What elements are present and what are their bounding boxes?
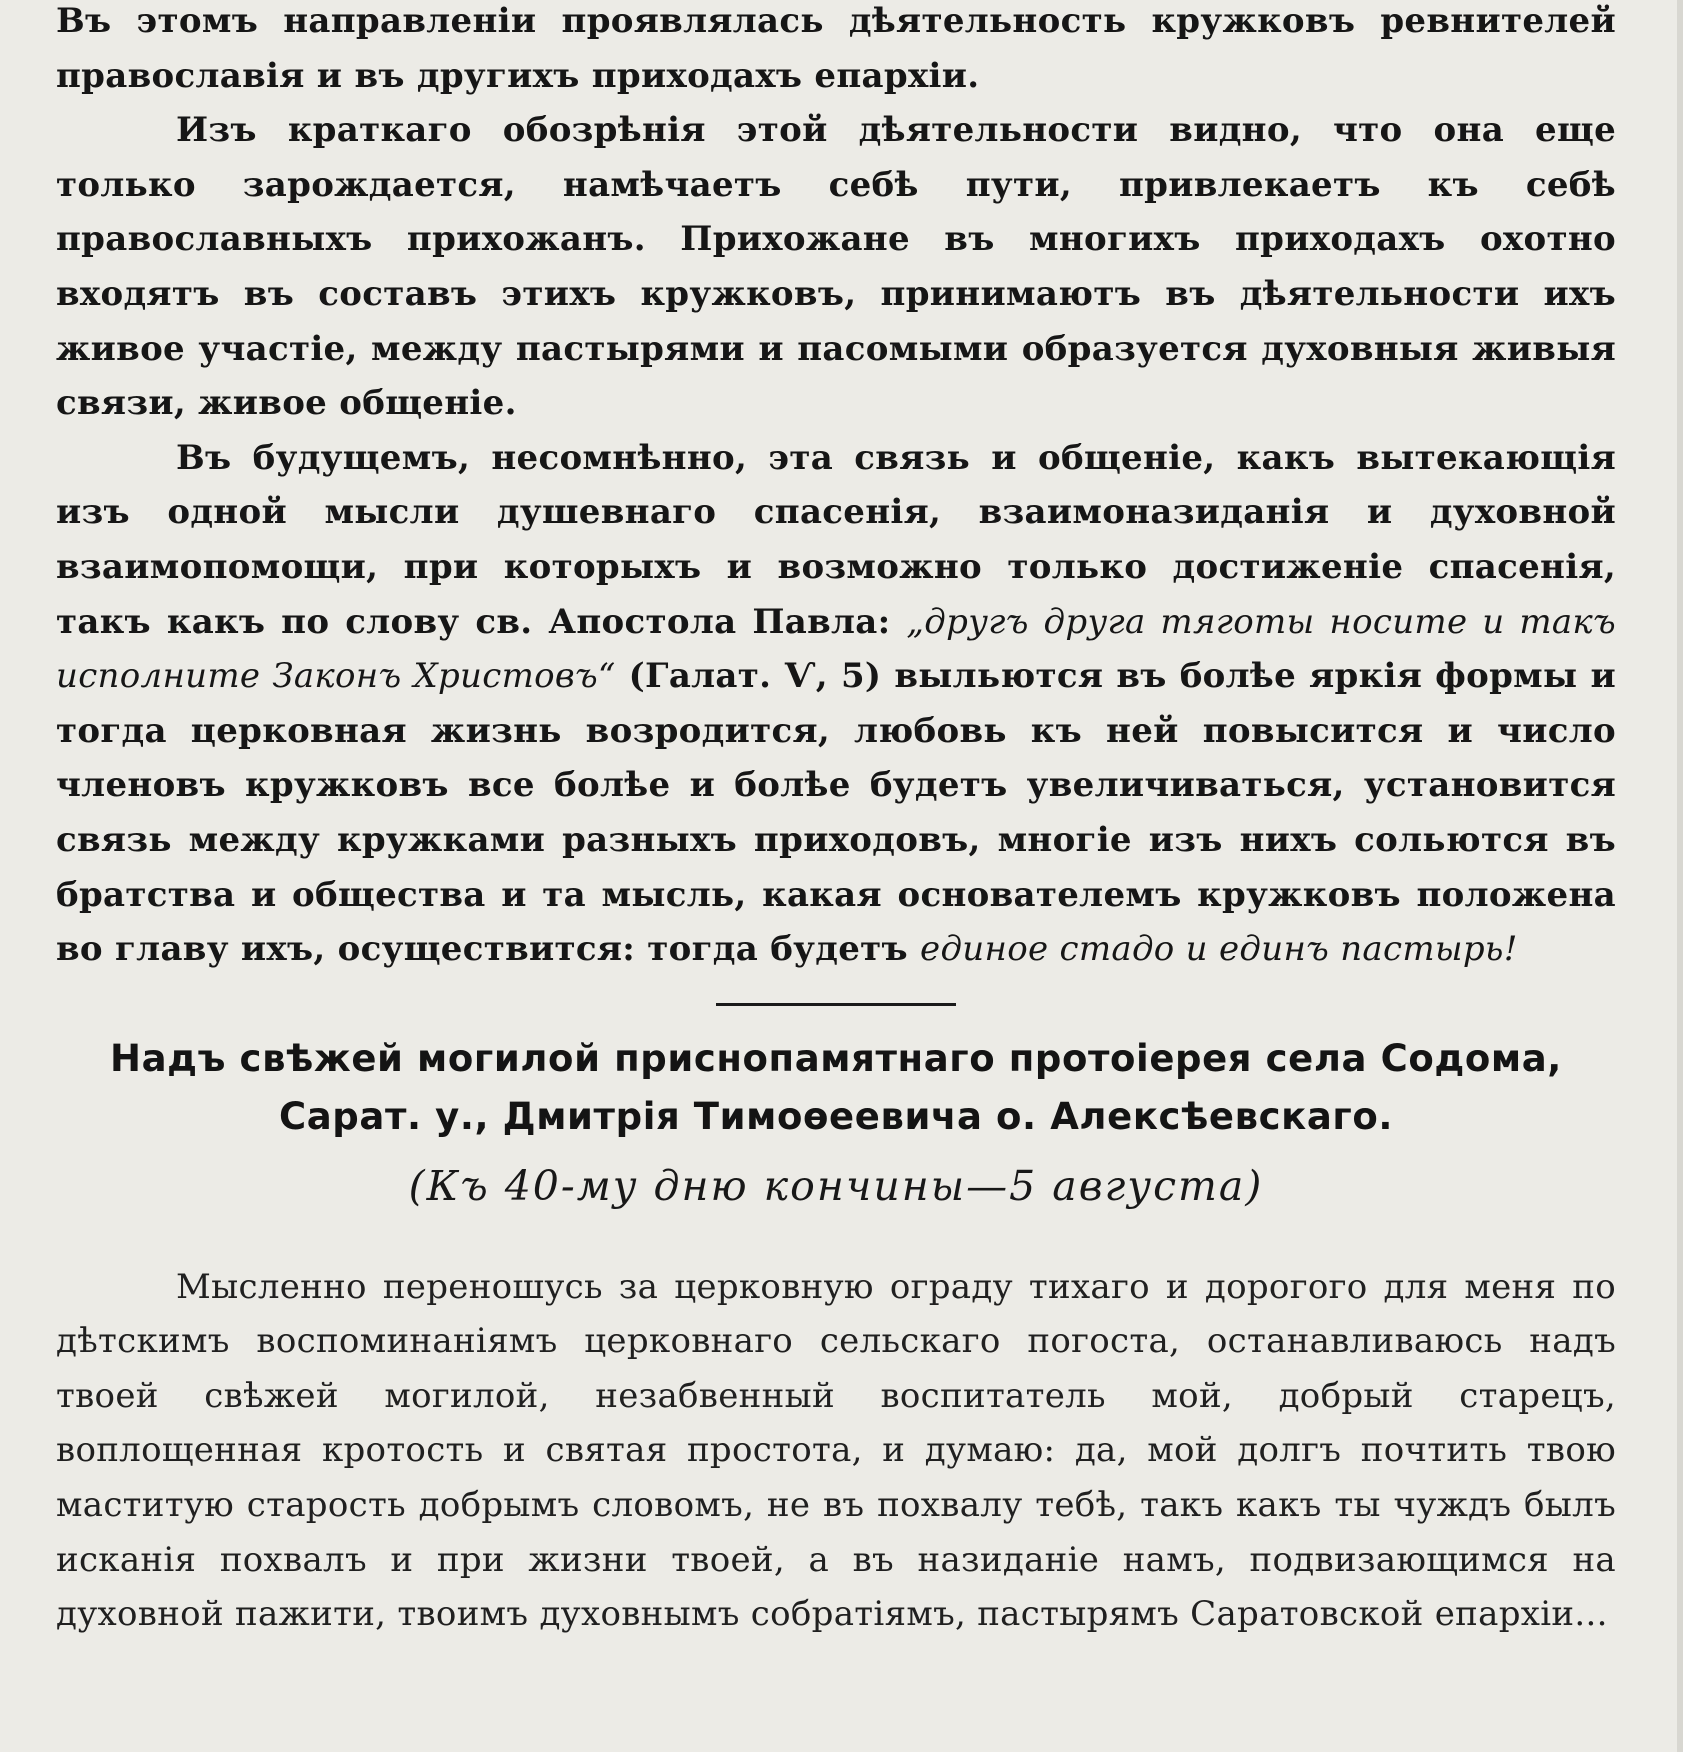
paragraph-text: Мысленно переношусь за церковную ограду тихаго и дорогого для меня по дѣтскимъ воспоминанiямъ церковнаго сельскаго погоста, останавливаюсь надъ твоей свѣжей могилой, незабвенный воспитатель мой, добрый старецъ, воплощенная кротость и святая простота, и думаю: да, мой долгъ почтить твою маститую старость добрымъ словомъ, не въ похвалу тебѣ, такъ какъ ты чуждъ былъ исканiя похвалъ и при жизни твоей, а въ назиданiе намъ, подвизающимся на духовной пажити, твоимъ духовнымъ собратiямъ, пастырямъ Саратовской епархiи... <box>56 1266 1616 1635</box>
article-text <box>56 0 1616 1642</box>
spacer <box>56 1218 1616 1260</box>
paragraph-text: Въ этомъ направленiи проявлялась дѣятельность кружковъ ревнителей православiя и въ другихъ приходахъ епархiи. <box>56 1 1616 96</box>
scan-edge <box>1677 0 1683 1752</box>
section-heading-line-1: Надъ свѣжей могилой приснопамятнаго протоiерея села Содома, <box>110 1036 1562 1080</box>
paragraph-text: Изъ краткаго обозрѣнiя этой дѣятельности видно, что она еще только зарождается, намѣчаетъ себѣ пути, привлекаетъ къ себѣ православныхъ прихожанъ. Прихожане въ многихъ приходахъ охотно входятъ въ составъ этихъ кружковъ, принимаютъ въ дѣятельности ихъ живое участiе, между пастырями и пасомыми образуется духовныя живыя связи, живое общенiе. <box>56 110 1616 424</box>
paragraph-parish-circles <box>56 0 1616 103</box>
closing-phrase: единое стадо и единъ пастырь! <box>920 929 1518 970</box>
section-divider <box>716 1003 956 1006</box>
paragraph-text: (Галат. Ѵ, 5) выльются въ болѣе яркiя формы и тогда церковная жизнь возродится, любовь къ ней повысится и число членовъ кружковъ все болѣе и болѣе будетъ увеличиваться, установится связь между кружками разныхъ приходовъ, многiе изъ нихъ сольются въ братства и общества и та мысль, какая основателемъ кружковъ положена во главу ихъ, осуществится: тогда будетъ <box>56 656 1616 970</box>
paragraph-text: Въ будущемъ, несомнѣнно, эта связь и общенiе, какъ вытекающiя изъ одной мысли душевнаго спасенiя, взаимоназиданiя и духовной взаимопомощи, при которыхъ и возможно только достиженiе спасенiя, такъ какъ по слову св. Апостола Павла: <box>56 437 1616 642</box>
section-heading-line-2: Сарат. у., Дмитрiя Тимоѳеевича о. Алексѣевскаго. <box>278 1094 1394 1138</box>
paragraph-overview <box>56 103 1616 431</box>
scripture-quote: „другъ друга тяготы носите и такъ исполните Законъ Христовъ“ <box>56 601 1616 697</box>
paragraph-future <box>56 431 1616 977</box>
paragraph-memorial <box>56 1260 1616 1642</box>
section-subtitle: (Къ 40-му дню кончины—5 августа) <box>408 1161 1264 1210</box>
